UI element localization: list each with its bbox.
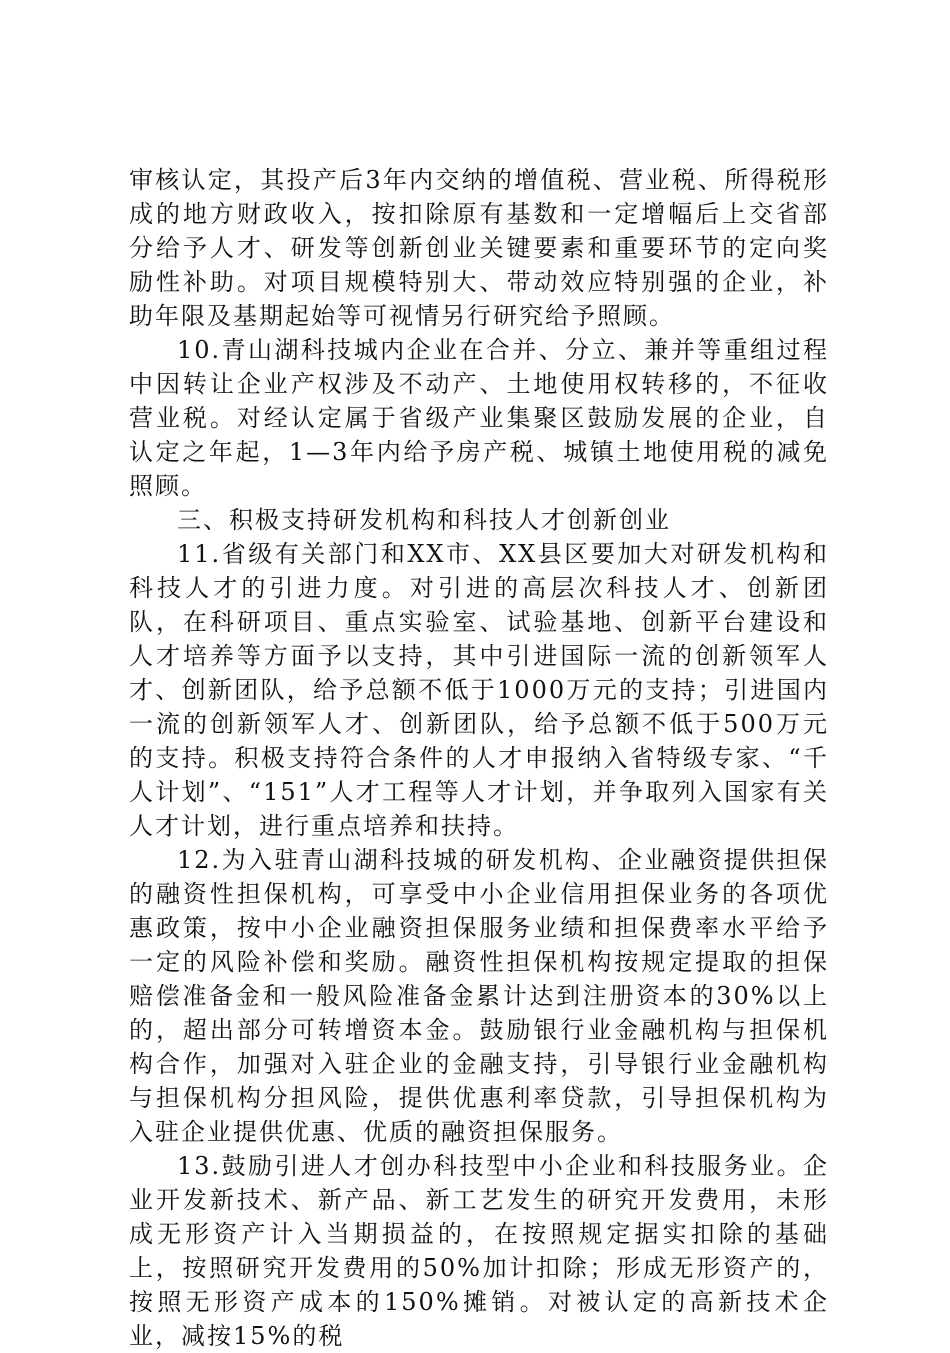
- document-body: [129, 163, 829, 1353]
- paragraph-continuation: 审核认定，其投产后3年内交纳的增值税、营业税、所得税形成的地方财政收入，按扣除原有基数和一定增幅后上交省部分给予人才、研发等创新创业关键要素和重要环节的定向奖励性补助。对项目规模特别大、带动效应特别强的企业，补助年限及基期起始等可视情另行研究给予照顾。: [129, 166, 829, 330]
- paragraph-item-11: 11.省级有关部门和XX市、XX县区要加大对研发机构和科技人才的引进力度。对引进的高层次科技人才、创新团队，在科研项目、重点实验室、试验基地、创新平台建设和人才培养等方面予以支持，其中引进国际一流的创新领军人才、创新团队，给予总额不低于1000万元的支持；引进国内一流的创新领军人才、创新团队，给予总额不低于500万元的支持。积极支持符合条件的人才申报纳入省特级专家、“千人计划”、“151”人才工程等人才计划，并争取列入国家有关人才计划，进行重点培养和扶持。: [129, 540, 829, 840]
- paragraph-item-13: 13.鼓励引进人才创办科技型中小企业和科技服务业。企业开发新技术、新产品、新工艺发生的研究开发费用，未形成无形资产计入当期损益的，在按照规定据实扣除的基础上，按照研究开发费用的50%加计扣除；形成无形资产的，按照无形资产成本的150%摊销。对被认定的高新技术企业，减按15%的税: [129, 1152, 829, 1350]
- paragraph-item-10: 10.青山湖科技城内企业在合并、分立、兼并等重组过程中因转让企业产权涉及不动产、土地使用权转移的，不征收营业税。对经认定属于省级产业集聚区鼓励发展的企业，自认定之年起，1—3年内给予房产税、城镇土地使用税的减免照顾。: [129, 336, 829, 500]
- section-heading-3: 三、积极支持研发机构和科技人才创新创业: [177, 506, 671, 534]
- paragraph-item-12: 12.为入驻青山湖科技城的研发机构、企业融资提供担保的融资性担保机构，可享受中小企业信用担保业务的各项优惠政策，按中小企业融资担保服务业绩和担保费率水平给予一定的风险补偿和奖励。融资性担保机构按规定提取的担保赔偿准备金和一般风险准备金累计达到注册资本的30%以上的，超出部分可转增资本金。鼓励银行业金融机构与担保机构合作，加强对入驻企业的金融支持，引导银行业金融机构与担保机构分担风险，提供优惠利率贷款，引导担保机构为入驻企业提供优惠、优质的融资担保服务。: [129, 846, 829, 1146]
